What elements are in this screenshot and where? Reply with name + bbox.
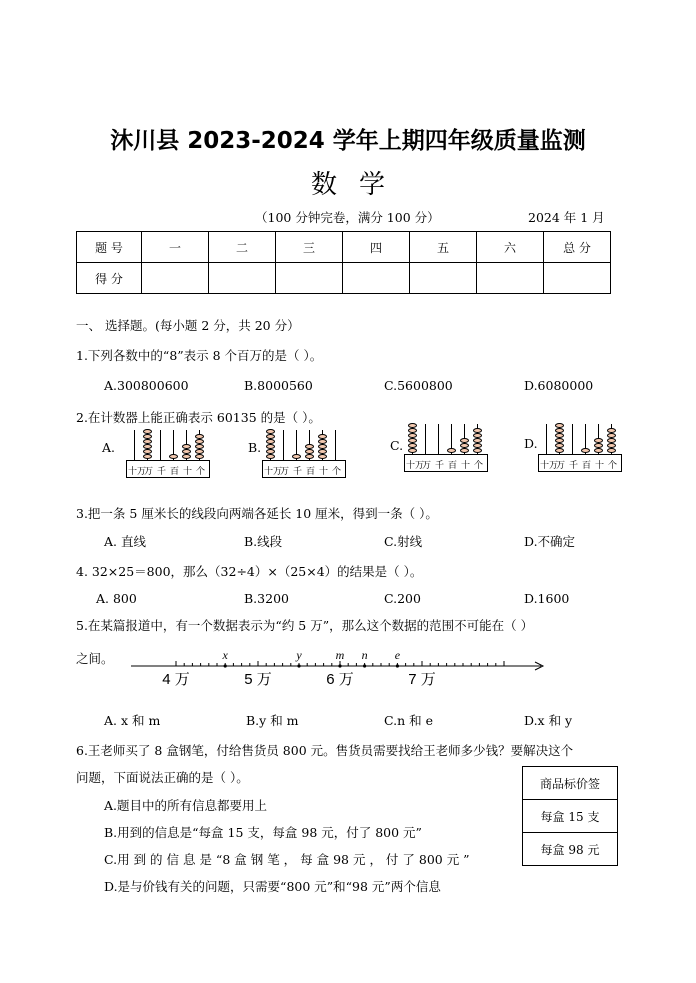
abacus-bead [594,438,603,443]
abacus-bead [169,454,178,459]
score-header-cell: 四 [343,232,410,263]
abacus-bead [266,429,275,434]
abacus-bead [143,444,152,449]
abacus-rod [335,430,336,460]
abacus-bead [195,454,204,459]
option-d[interactable]: D.6080000 [524,378,594,393]
abacus-label: 个 [608,461,618,471]
abacus-bead [195,449,204,454]
abacus-label: 万 [556,461,566,471]
abacus-bead [182,449,191,454]
option-b[interactable]: B.线段 [244,534,283,549]
section-heading: 一、 选择题。(每小题 2 分，共 20 分） [76,318,300,333]
abacus-bead [305,444,314,449]
option-a[interactable]: A. [102,440,116,455]
axis-tick-label: 4 万 [162,671,190,688]
score-header-cell: 题 号 [77,232,142,263]
abacus-label: 个 [474,461,484,471]
abacus-label: 百 [582,461,592,471]
question-4: 4. 32×25＝800，那么（32÷4）×（25×4）的结果是（ ）。 [76,564,423,579]
abacus-bead [555,443,564,448]
abacus-bead [266,444,275,449]
abacus-bead [195,434,204,439]
score-input-cell[interactable] [209,263,276,294]
point-label: n [361,652,368,662]
score-table-header-row [77,232,611,263]
abacus-label: 十 [183,467,193,477]
abacus-label: 个 [332,467,342,477]
abacus-bead [594,443,603,448]
option-d[interactable]: D.1600 [524,591,570,606]
option-a[interactable]: A. x 和 m [104,713,161,728]
option-c[interactable]: C. [390,438,404,453]
option-d[interactable]: D.是与价钱有关的问题，只需要“800 元”和“98 元”两个信息 [104,879,441,894]
score-header-cell: 五 [410,232,477,263]
option-b[interactable]: B.用到的信息是“每盒 15 支，每盒 98 元，付了 800 元” [104,825,422,840]
score-input-cell[interactable] [410,263,477,294]
abacus-bead [473,438,482,443]
abacus-bead [555,438,564,443]
point-label: e [394,652,401,662]
number-line-point [338,664,341,667]
option-d[interactable]: D. [524,436,538,451]
abacus-bead [195,439,204,444]
abacus-bead [318,444,327,449]
abacus-bead [607,448,616,453]
question-6: 6.王老师买了 8 盒钢笔，付给售货员 800 元。售货员需要找给王老师多少钱？要解决这个 [76,743,574,758]
exam-title: 沐川县 2023-2024 学年上期四年级质量监测 [110,128,586,154]
abacus-bead [305,449,314,454]
price-box-line: 每盒 15 支 [523,800,618,833]
abacus-rod [425,424,426,454]
question-1: 1.下列各数中的“8”表示 8 个百万的是（ ）。 [76,348,323,363]
abacus-a [126,430,216,484]
question-6-cont: 问题，下面说法正确的是（ ）。 [76,770,249,785]
abacus-bead [266,434,275,439]
abacus-label: 万 [280,467,290,477]
option-d[interactable]: D.x 和 y [524,713,573,728]
abacus-bead [408,448,417,453]
abacus-bead [408,438,417,443]
option-c[interactable]: C.5600800 [384,378,453,393]
option-b[interactable]: B.y 和 m [246,713,299,728]
abacus-label: 十 [319,467,329,477]
abacus-bead [594,448,603,453]
abacus-bead [473,433,482,438]
abacus-b [262,430,352,484]
score-header-cell: 二 [209,232,276,263]
abacus-bead [182,444,191,449]
number-line-point [363,664,366,667]
abacus-bead [266,454,275,459]
abacus-label: 百 [306,467,316,477]
abacus-bead [318,434,327,439]
axis-tick-label: 5 万 [244,671,272,688]
abacus-bead [473,428,482,433]
question-3: 3.把一条 5 厘米长的线段向两端各延长 10 厘米，得到一条（ ）。 [76,506,438,521]
abacus-d [538,424,628,478]
abacus-label: 百 [448,461,458,471]
abacus-bead [266,449,275,454]
abacus-rod [438,424,439,454]
abacus-rod [160,430,161,460]
abacus-bead [408,423,417,428]
abacus-bead [607,438,616,443]
abacus-bead [318,449,327,454]
abacus-bead [460,443,469,448]
abacus-bead [143,454,152,459]
abacus-bead [143,439,152,444]
point-label: x [222,652,228,662]
option-a[interactable]: A. 800 [96,591,137,606]
abacus-bead [292,454,301,459]
abacus-bead [473,443,482,448]
axis-tick-label: 7 万 [408,671,436,688]
score-table [76,231,611,294]
score-input-cell[interactable] [142,263,209,294]
point-label: m [335,652,345,662]
abacus-label: 万 [422,461,432,471]
abacus-label: 十万 [264,467,283,477]
price-box-line: 每盒 98 元 [523,833,618,866]
abacus-bead [607,443,616,448]
abacus-c [404,424,494,478]
abacus-label: 千 [569,461,579,471]
option-c[interactable]: C.射线 [384,534,423,549]
axis-tick-label: 6 万 [326,671,354,688]
abacus-bead [555,433,564,438]
abacus-bead [266,439,275,444]
option-b[interactable]: B.8000560 [244,378,313,393]
option-c[interactable]: C.200 [384,591,421,606]
abacus-label: 十 [595,461,605,471]
abacus-bead [581,448,590,453]
option-b[interactable]: B.3200 [244,591,289,606]
abacus-bead [607,433,616,438]
abacus-bead [607,428,616,433]
option-a[interactable]: A. 直线 [104,534,146,549]
abacus-label: 千 [435,461,445,471]
abacus-rod [283,430,284,460]
abacus-bead [195,444,204,449]
question-5: 5.在某篇报道中，有一个数据表示为“约 5 万”，那么这个数据的范围不可能在（ ） [76,618,534,633]
price-label-box [522,766,618,866]
number-line [131,652,545,692]
abacus-bead [555,428,564,433]
abacus-label: 千 [293,467,303,477]
number-line-point [224,664,227,667]
abacus-bead [460,438,469,443]
abacus-bead [318,454,327,459]
abacus-bead [143,429,152,434]
score-row-label: 得 分 [77,263,142,294]
subject-title: 数学 [310,170,407,200]
abacus-bead [305,454,314,459]
abacus-bead [555,448,564,453]
score-table-row [77,263,611,294]
score-header-cell: 一 [142,232,209,263]
score-header-cell: 三 [276,232,343,263]
score-input-cell[interactable] [276,263,343,294]
score-header-cell: 六 [477,232,544,263]
abacus-label: 千 [157,467,167,477]
option-b[interactable]: B. [248,440,262,455]
abacus-bead [555,423,564,428]
abacus-bead [408,428,417,433]
abacus-bead [318,439,327,444]
option-d[interactable]: D.不确定 [524,534,576,549]
abacus-bead [143,434,152,439]
option-a[interactable]: A.300800600 [104,378,189,393]
abacus-rod [572,424,573,454]
abacus-label: 十万 [128,467,147,477]
abacus-bead [460,448,469,453]
option-a[interactable]: A.题目中的所有信息都要用上 [104,798,268,813]
abacus-bead [143,449,152,454]
question-2: 2.在计数器上能正确表示 60135 的是（ ）。 [76,410,321,425]
question-5-cont: 之间。 [76,651,114,666]
option-c[interactable]: C.n 和 e [384,713,433,728]
abacus-bead [408,443,417,448]
number-line-point [396,664,399,667]
number-line-point [297,664,300,667]
abacus-label: 十万 [540,461,559,471]
abacus-label: 十万 [406,461,425,471]
abacus-bead [408,433,417,438]
option-c[interactable]: C.用 到 的 信 息 是 “8 盒 钢 笔 ， 每 盒 98 元 ， 付 了 800 元 ” [104,852,470,867]
abacus-rod [546,424,547,454]
score-input-cell[interactable] [544,263,611,294]
abacus-bead [473,448,482,453]
abacus-bead [447,448,456,453]
abacus-label: 个 [196,467,206,477]
score-header-cell: 总 分 [544,232,611,263]
abacus-rod [134,430,135,460]
exam-date: 2024 年 1 月 [528,210,605,225]
score-input-cell[interactable] [343,263,410,294]
score-input-cell[interactable] [477,263,544,294]
abacus-label: 十 [461,461,471,471]
abacus-label: 百 [170,467,180,477]
point-label: y [296,652,302,662]
exam-note: （100 分钟完卷，满分 100 分） [255,210,440,225]
abacus-bead [182,454,191,459]
abacus-label: 万 [144,467,154,477]
price-box-title: 商品标价签 [523,767,618,800]
